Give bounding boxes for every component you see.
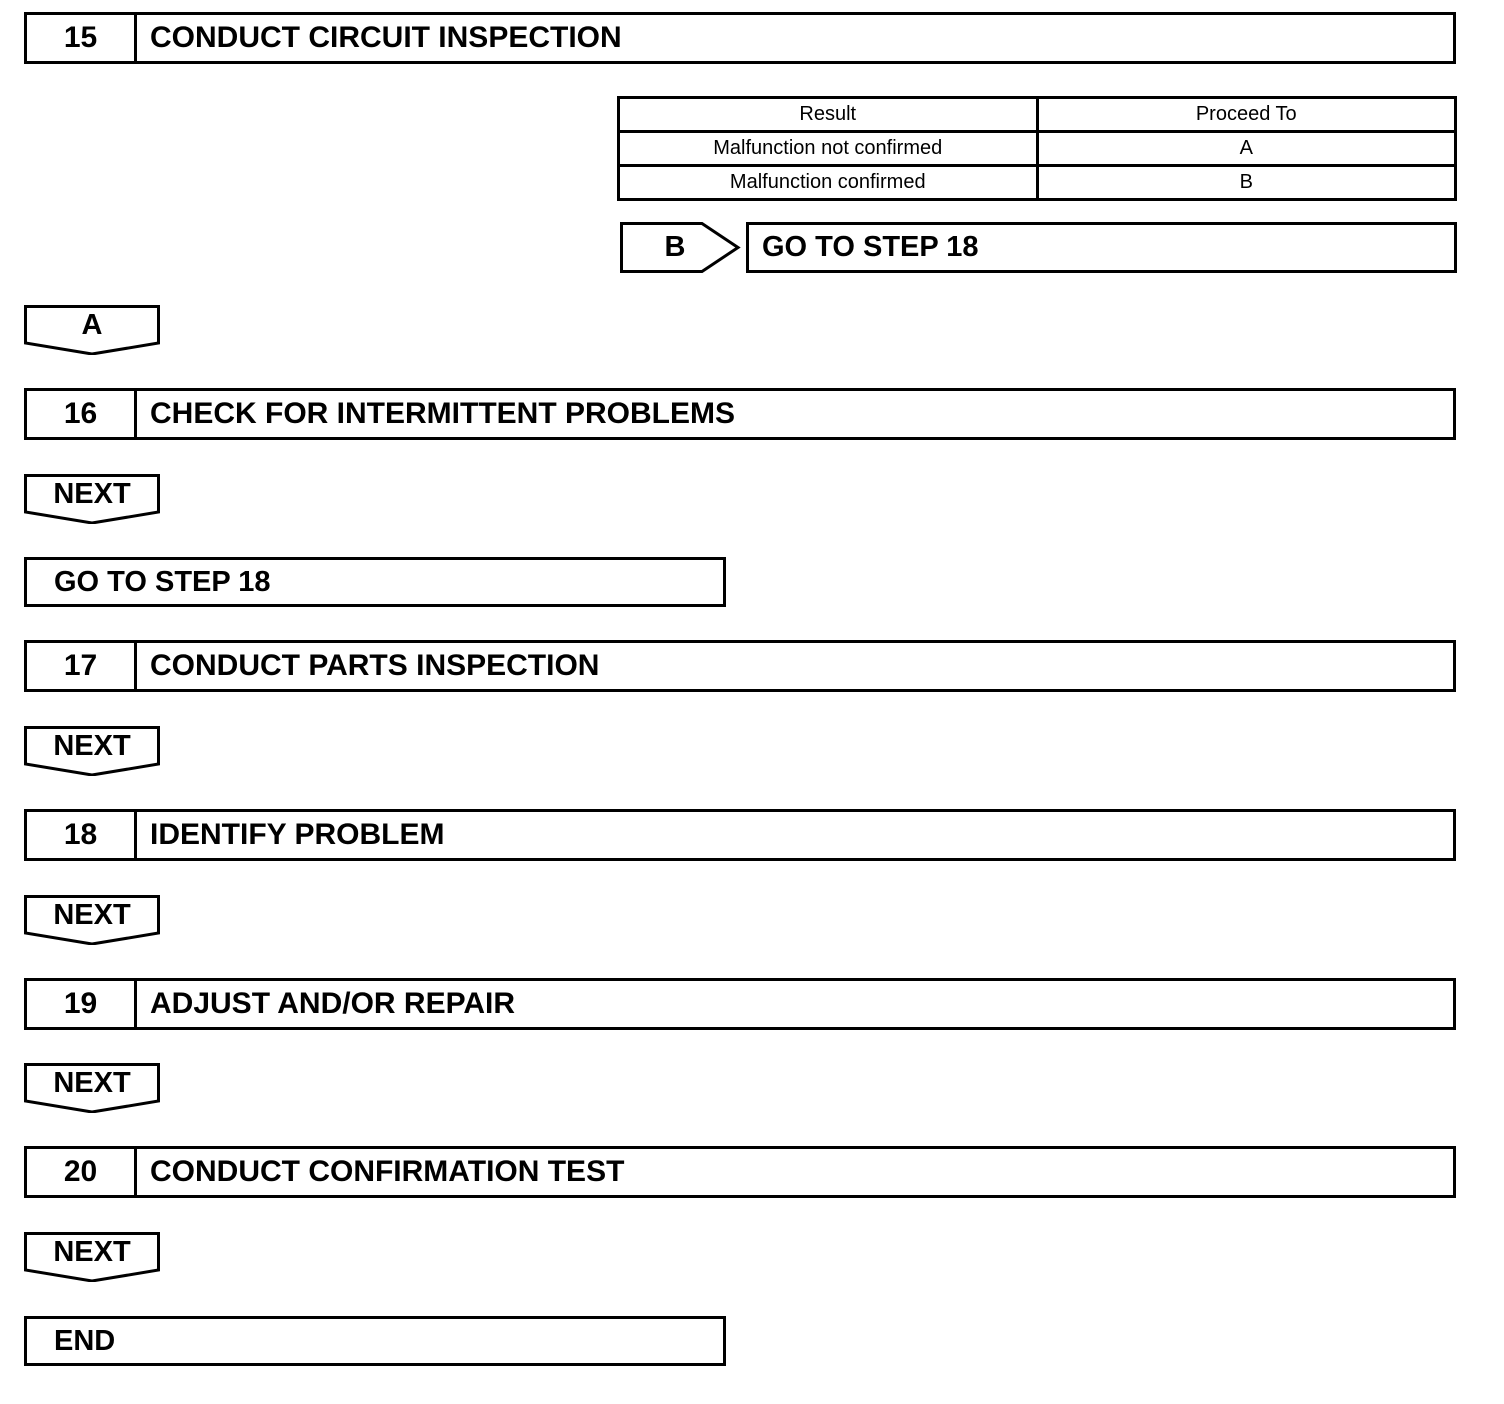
step-title: IDENTIFY PROBLEM	[150, 818, 445, 851]
arrow-a-label: A	[81, 308, 103, 341]
step-number: 17	[27, 643, 137, 689]
next-label: NEXT	[53, 898, 131, 931]
result-cell: Malfunction not confirmed	[619, 132, 1038, 166]
branch-b-label: B	[664, 231, 686, 263]
branch-b-arrow	[620, 222, 744, 273]
next-arrow-after-20	[24, 1232, 160, 1282]
result-cell: Malfunction confirmed	[619, 166, 1038, 200]
step-19-header	[24, 978, 1456, 1030]
table-row	[619, 166, 1456, 200]
table-row	[619, 132, 1456, 166]
step-title: CHECK FOR INTERMITTENT PROBLEMS	[150, 397, 735, 430]
step-20-header	[24, 1146, 1456, 1198]
column-header-result: Result	[619, 98, 1038, 132]
step-15-header	[24, 12, 1456, 64]
branch-b-goto-box: GO TO STEP 18	[746, 222, 1457, 273]
step-title: CONDUCT CIRCUIT INSPECTION	[150, 21, 622, 54]
next-arrow-after-17	[24, 726, 160, 776]
end-box: END	[24, 1316, 726, 1366]
step-title: CONDUCT CONFIRMATION TEST	[150, 1155, 625, 1188]
next-label: NEXT	[53, 1066, 131, 1099]
next-label: NEXT	[53, 477, 131, 510]
result-table	[617, 96, 1457, 201]
proceed-cell: A	[1037, 132, 1456, 166]
step-number: 16	[27, 391, 137, 437]
proceed-cell: B	[1037, 166, 1456, 200]
step-number: 18	[27, 812, 137, 858]
step-number: 15	[27, 15, 137, 61]
step-title: CONDUCT PARTS INSPECTION	[150, 649, 600, 682]
step-17-header	[24, 640, 1456, 692]
next-label: NEXT	[53, 729, 131, 762]
next-arrow-after-16	[24, 474, 160, 524]
next-arrow-after-18	[24, 895, 160, 945]
step-18-header	[24, 809, 1456, 861]
next-label: NEXT	[53, 1235, 131, 1268]
goto-step-18-box: GO TO STEP 18	[24, 557, 726, 607]
step-number: 20	[27, 1149, 137, 1195]
column-header-proceed-to: Proceed To	[1037, 98, 1456, 132]
step-title: ADJUST AND/OR REPAIR	[150, 987, 516, 1020]
next-arrow-after-19	[24, 1063, 160, 1113]
step-number: 19	[27, 981, 137, 1027]
table-header-row	[619, 98, 1456, 132]
step-16-header	[24, 388, 1456, 440]
arrow-a	[24, 305, 160, 355]
